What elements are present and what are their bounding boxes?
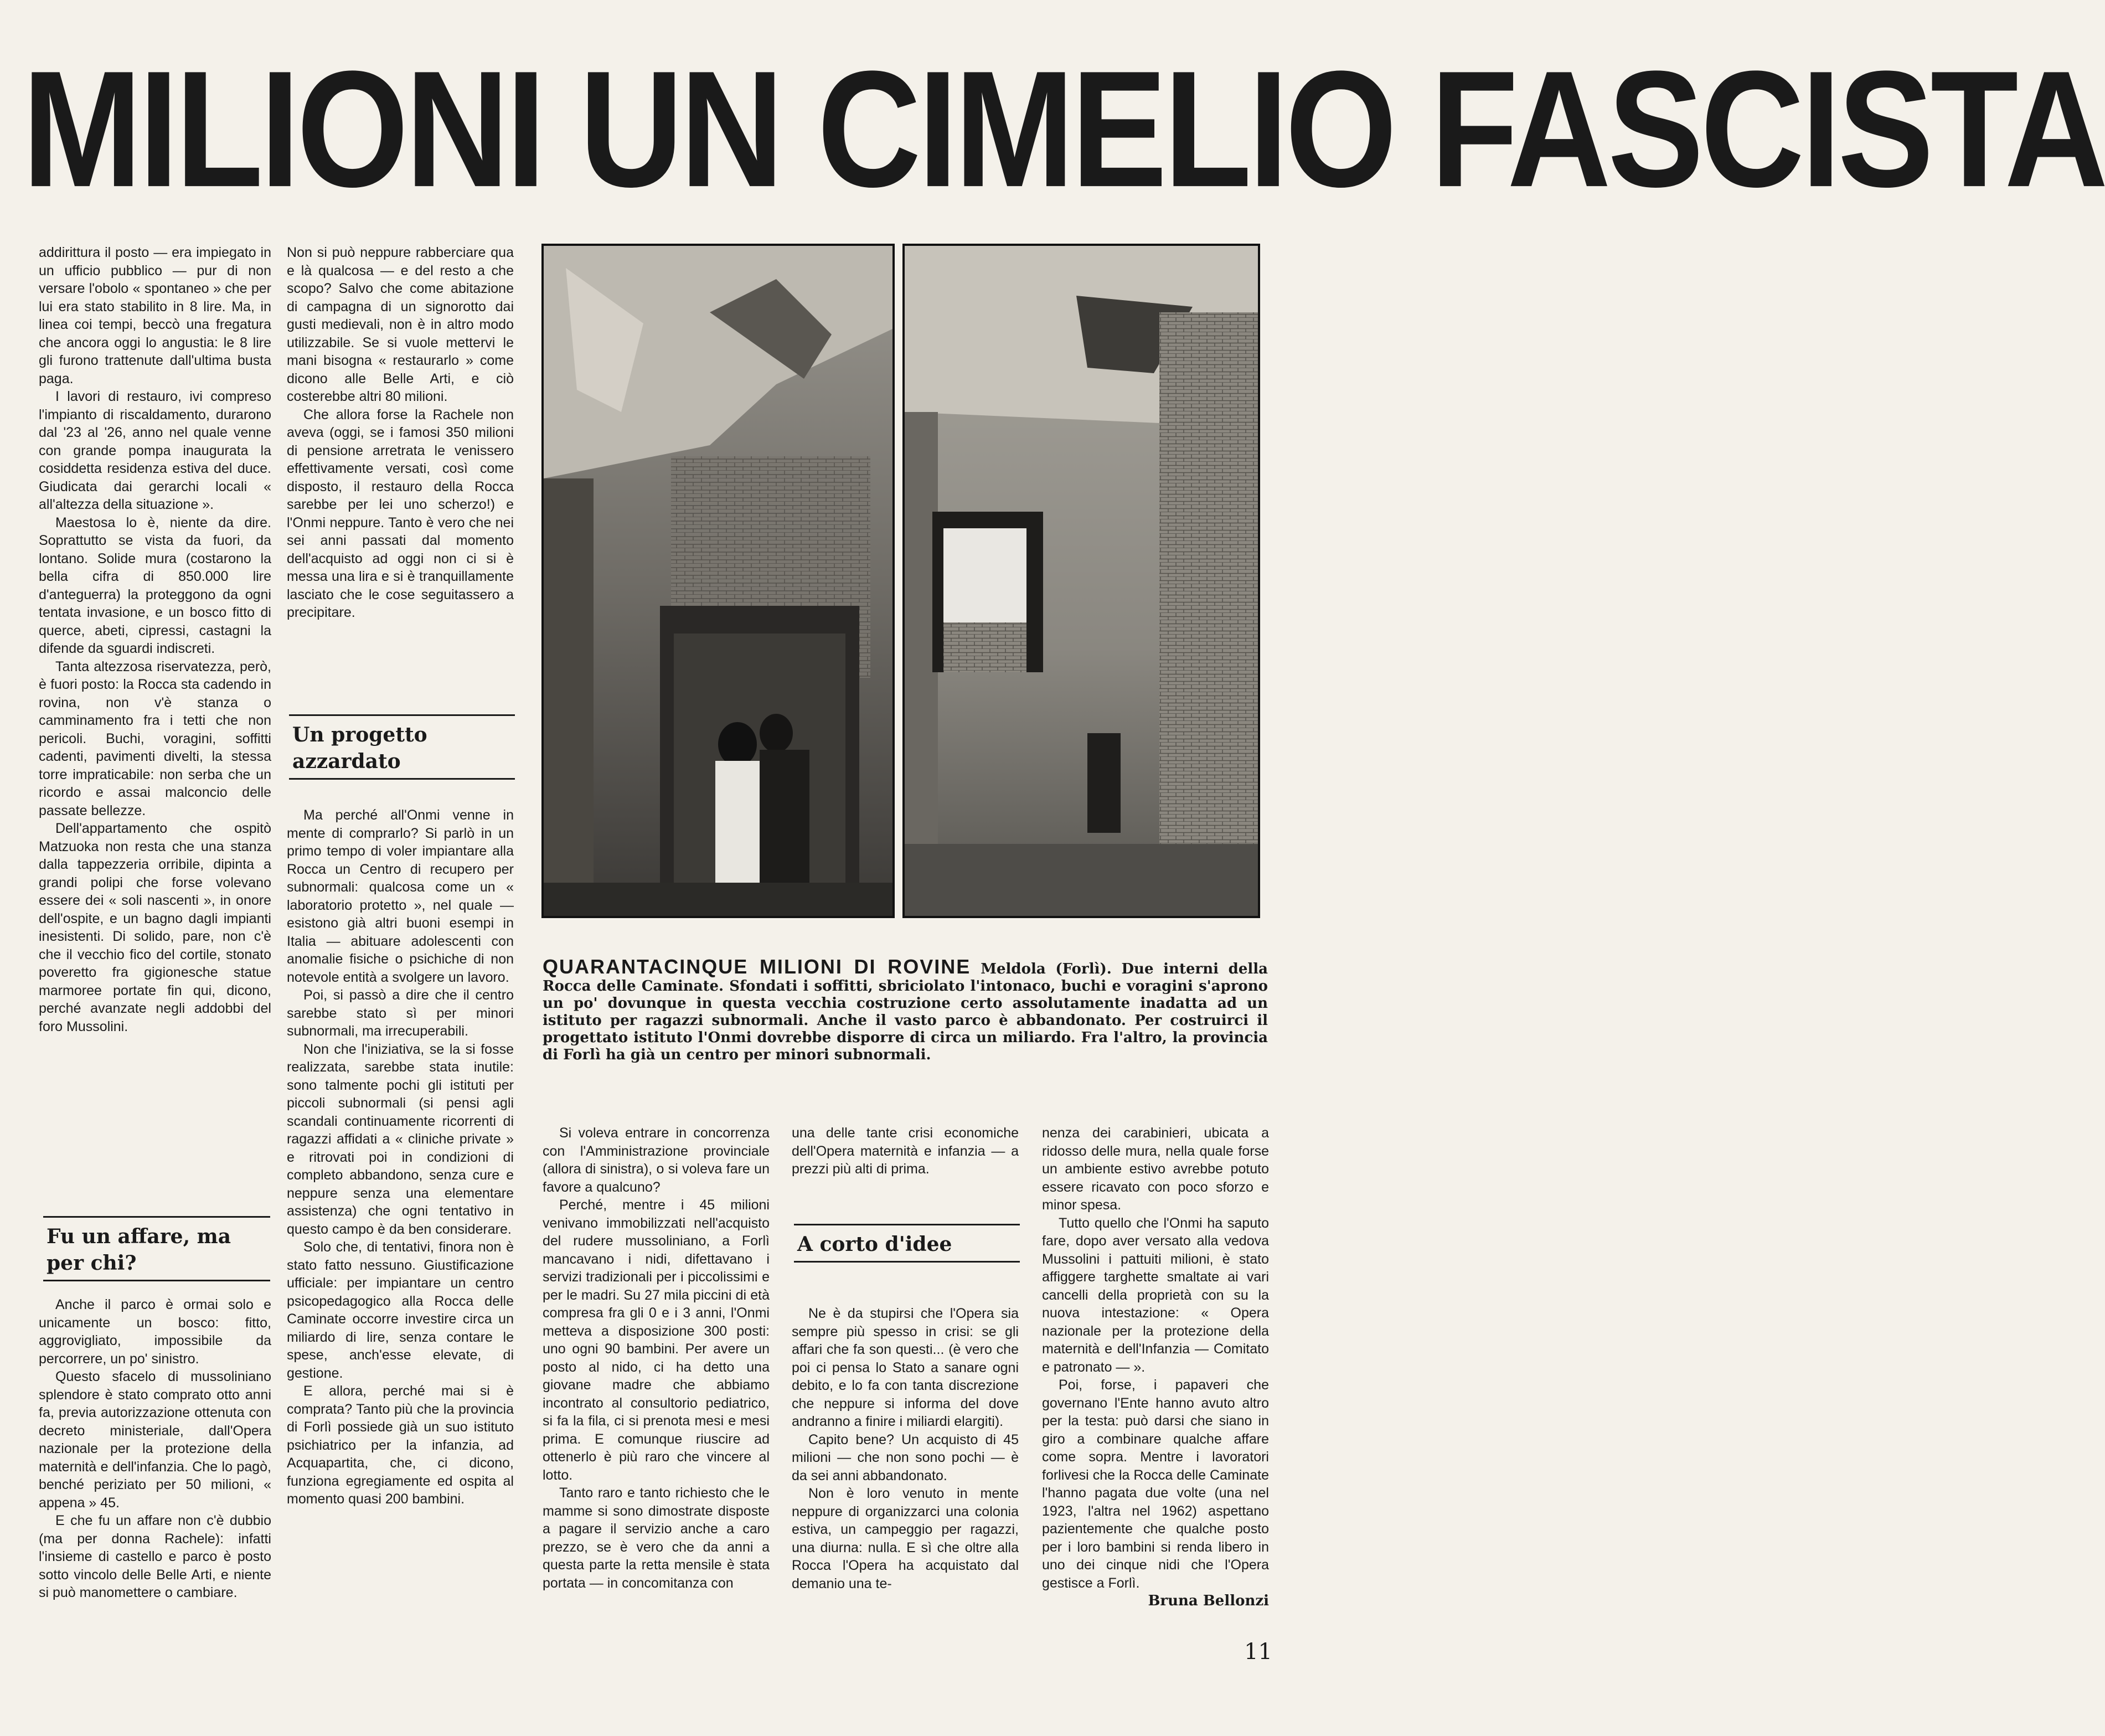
paragraph: Capito bene? Un acquisto di 45 milioni — che non sono pochi — è da sei anni abbandonato. — [792, 1431, 1019, 1483]
photo-right-interior — [902, 244, 1260, 918]
column-1 — [39, 244, 271, 1036]
column-4 — [792, 1124, 1019, 1178]
subhead-progetto: Un progetto azzardato — [289, 714, 515, 780]
paragraph: Perché, mentre i 45 milioni venivano immobilizzati nell'acquisto del rudere mussoliniano, a Forlì mancavano i nidi, difettavano i servizi tradizionali per i piccolissimi e per le madri. Su 27 mila piccini di età compresa fra gli 0 e i 3 anni, l'Onmi metteva a disposizione 300 posti: uno ogni 90 bambini. Per avere un posto al nido, ci ha detto una giovane madre che abbiamo incontrato al consultorio pediatrico, si fa la fila, ci si prenota mesi e mesi prima. E comunque riuscire ad ottenerlo è più raro che vincere al lotto. — [543, 1197, 770, 1483]
paragraph: una delle tante crisi economiche dell'Opera maternità e infanzia — a prezzi più alti di prima. — [792, 1125, 1019, 1177]
paragraph: Maestosa lo è, niente da dire. Soprattutto se vista da fuori, da lontano. Solide mura (costarono la bella cifra di 850.000 lire d'anteguerra) la proteggono da ogni tentata invasione, e un bosco fitto di querce, abeti, cipressi, castagni la difende da sguardi indiscreti. — [39, 514, 271, 656]
paragraph: Tanta altezzosa riservatezza, però, è fuori posto: la Rocca sta cadendo in rovina, non v'è stanza o camminamento fra i tetti che non pericoli. Buchi, voragini, soffitti cadenti, pavimenti divelti, la stessa torre impraticabile: non serba che un ricordo e assai malconcio delle passate bellezze. — [39, 658, 271, 818]
column-2 — [287, 244, 514, 622]
column-3 — [543, 1124, 770, 1592]
column-2-continued — [287, 806, 514, 1508]
paragraph: Che allora forse la Rachele non aveva (oggi, se i famosi 350 milioni di pensione arretrata le venissero effettivamente versati, così come disposto, il restauro della Rocca sarebbe per lei uno scherzo!) e l'Onmi neppure. Tanto è vero che nei sei anni passati dal momento dell'acquisto ad oggi non ci si è messa una lira e si è tranquillamente lasciato che le cose seguitassero a precipitare. — [287, 406, 514, 620]
paragraph: E allora, perché mai si è comprata? Tanto più che la provincia di Forlì possiede già un suo istituto psichiatrico per la infanzia, ad Acquapartita, che, ci dicono, funziona egregiamente ed ospita al momento quasi 200 bambini. — [287, 1383, 514, 1507]
paragraph: Poi, si passò a dire che il centro sarebbe stato sì per minori subnormali, ma irrecuperabili. — [287, 987, 514, 1039]
column-4-continued — [792, 1305, 1019, 1593]
photo-left-graphic — [544, 246, 892, 916]
paragraph: Ma perché all'Onmi venne in mente di comprarlo? Si parlò in un primo tempo di voler impiantare alla Rocca un Centro di recupero per subnormali: qualcosa come un « laboratorio protetto », nel quale — esistono già altri buoni esempi in Italia — abituare adolescenti con anomalie fisiche o psichiche di non notevole entità a svolgere un lavoro. — [287, 807, 514, 985]
photo-left-interior — [541, 244, 895, 918]
paragraph: E che fu un affare non c'è dubbio (ma per donna Rachele): infatti l'insieme di castello e parco è posto sotto vincolo delle Belle Arti, e niente si può manomettere o cambiare. — [39, 1513, 271, 1600]
caption-text: Meldola (Forlì). Due interni della Rocca delle Caminate. Sfondati i soffitti, sbriciolato l'intonaco, buchi e voragini s'aprono un po' dovunque in questa vecchia costruzione certo assolutamente inadatta ad un istituto per ragazzi subnormali. Anche il vasto parco è abbandonato. Per costruirci il progettato istituto l'Onmi dovrebbe disporre di circa un miliardo. Fra l'altro, la provincia di Forlì ha già un centro per minori subnormali. — [543, 961, 1268, 1063]
photo-right-graphic — [905, 246, 1258, 916]
paragraph: I lavori di restauro, ivi compreso l'impianto di riscaldamento, durarono dal '23 al '26, anno nel quale venne con grande pompa inaugurata la cosiddetta residenza estiva del duce. Giudicata dai gerarchi locali « all'altezza della situazione ». — [39, 389, 271, 512]
paragraph: Non si può neppure rabberciare qua e là qualcosa — e del resto a che scopo? Salvo che come abitazione di campagna di un signorotto dai gusti medievali, non è in altro modo utilizzabile. Se si vuole mettervi le mani bisogna « restaurarlo » come dicono alle Belle Arti, e ciò costerebbe altri 80 milioni. — [287, 245, 514, 404]
paragraph: nenza dei carabinieri, ubicata a ridosso delle mura, nella quale forse un ambiente estivo avrebbe potuto essere ricavato con poco sforzo e minor spesa. — [1042, 1125, 1269, 1213]
paragraph: Tutto quello che l'Onmi ha saputo fare, dopo aver versato alla vedova Mussolini i pattuiti milioni, è stato affiggere targhette smaltate ai vari cancelli della proprietà con su la nuova intestazione: « Opera nazionale per la protezione della maternità e dell'Infanzia — Comitato e patronato — ». — [1042, 1215, 1269, 1375]
column-5 — [1042, 1124, 1269, 1592]
paragraph: Si voleva entrare in concorrenza con l'Amministrazione provinciale (allora di sinistra), o si voleva fare un favore a qualcuno? — [543, 1125, 770, 1195]
headline: MILIONI UN CIMELIO FASCISTA — [22, 37, 2105, 222]
photo-caption — [543, 955, 1268, 1064]
paragraph: Ne è da stupirsi che l'Opera sia sempre più spesso in crisi: se gli affari che fa son questi... (è vero che poi ci pensa lo Stato a sanare ogni debito, e lo fa con tanta discrezione che neppure si informa del dove andranno a finire i miliardi elargiti). — [792, 1306, 1019, 1429]
paragraph: Solo che, di tentativi, finora non è stato fatto nessuno. Giustificazione ufficiale: per impiantare un centro psicopedagogico alla Rocca delle Caminate occorre investire circa un miliardo di lire, senza contare le spese, anch'esse elevate, di gestione. — [287, 1239, 514, 1381]
subhead-affare: Fu un affare, ma per chi? — [43, 1216, 270, 1281]
subhead-corto-idee: A corto d'idee — [794, 1224, 1020, 1263]
paragraph: Non è loro venuto in mente neppure di organizzarci una colonia estiva, un campeggio per ragazzi, una diurna: nulla. E sì che oltre alla Rocca l'Opera ha acquistato dal demanio una te- — [792, 1486, 1019, 1591]
paragraph: Anche il parco è ormai solo e unicamente un bosco: fitto, aggrovigliato, impossibile da percorrere, un po' sinistro. — [39, 1297, 271, 1367]
paragraph: Non che l'iniziativa, se la si fosse realizzata, sarebbe stata inutile: sono talmente pochi gli istituti per piccoli subnormali (si pensi agli scandali continuamente ricorrenti di ragazzi affidati a « cliniche private » e ritrovati poi in condizioni di completo abbandono, senza cure e neppure senza una elementare assistenza) che ogni tentativo in questo campo è da ben considerare. — [287, 1041, 514, 1237]
paragraph: Questo sfacelo di mussoliniano splendore è stato comprato otto anni fa, previa autorizzazione ottenuta con decreto ministeriale, dall'Opera nazionale per la protezione della maternità e dell'infanzia. Che lo pagò, benché periziato per 50 milioni, « appena » 45. — [39, 1369, 271, 1511]
paragraph: Dell'appartamento che ospitò Matzuoka non resta che una stanza dalla tappezzeria orribile, dipinta a grandi polipi che forse volevano essere dei « soli nascenti », in onore dell'ospite, e un bagno dagli impianti inesistenti. Di solido, pare, non c'è che il vecchio fico del cortile, stonato poveretto fra gigionesche statue marmoree portate fin qui, dicono, perché avanzate negli addobbi del foro Mussolini. — [39, 821, 271, 1034]
column-1-continued — [39, 1296, 271, 1602]
caption-title: QUARANTACINQUE MILIONI DI ROVINE — [543, 955, 971, 978]
page-number: 11 — [1244, 1639, 1272, 1665]
paragraph: Poi, forse, i papaveri che governano l'Ente hanno avuto altro per la testa: può darsi che siano in giro a combinare qualche affare come sopra. Mentre i lavoratori forlivesi che la Rocca delle Caminate l'hanno pagata due volte (una nel 1923, l'altra nel 1962) aspettano pazientemente che qualche posto per i loro bambini si renda libero in uno dei cinque nidi che l'Opera gestisce a Forlì. — [1042, 1377, 1269, 1591]
paragraph: addirittura il posto — era impiegato in un ufficio pubblico — pur di non versare l'obolo « spontaneo » che per lui era stato stabilito in 8 lire. Ma, in linea coi tempi, beccò una fregatura che ancora oggi lo angustia: le 8 lire gli furono trattenute dall'ultima busta paga. — [39, 245, 271, 387]
byline: Bruna Bellonzi — [1148, 1593, 1269, 1609]
paragraph: Tanto raro e tanto richiesto che le mamme si sono dimostrate disposte a pagare il servizio anche a caro prezzo, se è vero che da anni a questa parte la retta mensile è stata portata — in concomitanza con — [543, 1485, 770, 1591]
